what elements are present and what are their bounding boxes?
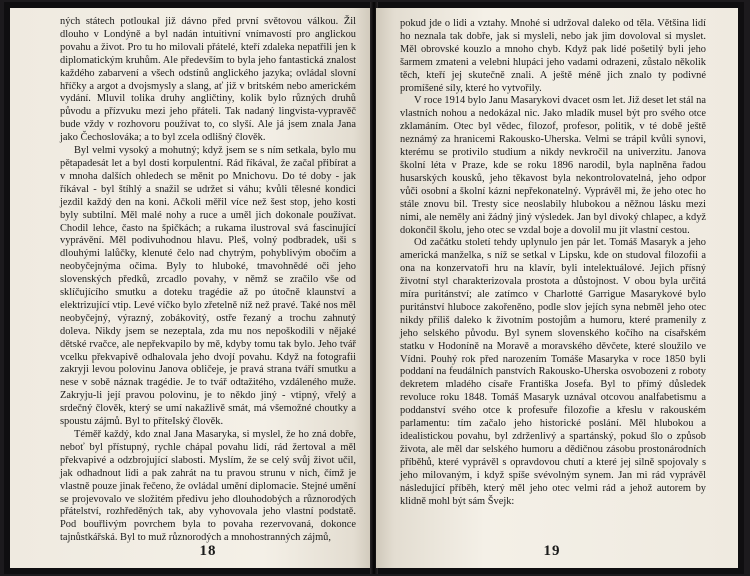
left-page (10, 8, 372, 568)
right-paragraph-3: Od začátku století tehdy uplynulo jen pár let. Tomáš Masaryk a jeho americká manželka, s níž se setkal v Lipsku, kde on studoval filozofii a ona na konzervatoři hru na klavír, byli intelektuálové. Jejich přísný životní styl charakterizovala prostota a důstojnost. V obou byla určitá míra puritánství; ale zatímco v Charlotté Garrigue Masarykové bylo puritánství hluboce zakořeněno, podle slov jejích syna nebměl jeho otec nikdy příliš daleko k životním postojům a humoru, které pramenily z jeho selského původu. Byl synem slovenského kočího na císařském statku v Hodoníně na Moravě a moravského děvčete, které sloužilo ve Vídni. Pouhý rok před narozením Tomáše Masaryka v roce 1850 byli poddaní na feudálních panstvích Rakousko-Uherska osvobozeni z roboty dekretem mladého císaře Františka Josefa. Byl to přímý důsledek revoluce roku 1848. Tomáš Masaryk uznával otcovou analfabetismu a poddanství svého otce k profesuře filozofie a křeslu v rakouském parlamentu: tím začalo jeho historické poslání. Měl hlubokou a idealistickou povahu, byl zdrženlivý a spartánský, pokud šlo o způsob života, ale měl dar selského humoru a dědičnou zásobu prostonárodních příběhů, které vyprávěl s opravdovou chutí a které jej silně spojovaly s jeho milovaným, i když spíše svévolným synem. Jan mi rád vyprávěl následující příběh, který měl jeho otec velmi rád a jehož autorem by klidně mohl být sám Švejk: (400, 237, 706, 507)
right-page (376, 8, 738, 568)
left-paragraph-3: Téměř každý, kdo znal Jana Masaryka, si myslel, že ho zná dobře, neboť byl přístupný, rychle chápal povahu lidí, rád žertoval a měl překvapivé a odzbrojující slabosti. Myslím, že se celý svůj život učil, jak odhadnout lidi a pak zahrát na tu pravou strunu v nich, čímž je vlastně pouze jinak řečeno, že ovládal umění diplomacie. Stejné umění se projevovalo ve složitém předivu jeho dlouhodobých a různorodých přátelství, rozhředěných tak, aby vyhovovala jeho vlastní podstatě. Pod bouřlivým povrchem byla to povaha rezervovaná, dokonce tajnůstkářská. Byl to muž různorodých a mnohostranných zájmů, (60, 429, 356, 544)
left-paragraph-2: Byl velmi vysoký a mohutný; když jsem se s ním setkala, bylo mu pětapadesát let a byl dosti korpulentní. Rád říkával, že začal přibírat a v mnohа dalších ohledech se měnit po Mnichovu. Do té doby - jak říkával - byl štíhlý a snažil se udržet si váhu; kvůli tělesné kondici jezdil každý den na koni. Ačkoli měřil více než šest stop, jeho kosti byly subtilní. Měl malé nohy a ruce a uměl jich dokonale používat. Chodil lehce, často na špičkách; a rukama ilustroval svá fascinující vyprávění. Měl podivuhodnou hlavu. Pleš, volný podbradek, uši s dlouhými lalůčky, klenuté čelo nad chytrým, pohyblivým obočím a neobyčejnýma očima. Byly to hluboké, tmavohnědé oči jeho slovenských předků, zrcadlo povahy, v němž se zračilo vše od sklíčujícího smutku a doteku tragédie až po útočně klaunství a elektrizující vtip. Levé víčko bylo zřetelně níž než pravé. Také nos měl neobyčejný, výrazný, zobákovitý, ostře řezaný a trochu zahnutý doleva. Nikdy jsem se nezeptala, zda mu nos nepoškodili v nějaké dětské rvačce, ale nepřekvapilo by mě, kdyby tomu tak bylo. Jeho tvář vcelku překvapivě odhalovala jeho dvojí povahu. Když na fotografii zakryji levou polovinu Janova obličeje, je pravá strana tváří smutku a nese v sobě náznak tragédie. Je to tvář odtažitého, vzdáleného muže. Zakryju-li její pravou polovinu, je to někdo jiný - vtipný, vřelý a srdečný člověk, který se umí nakažlivě smát, má všemožné choutky a spoustu zájmů. Byl to příteIský člověk. (60, 145, 356, 428)
page-number-right: 19 (543, 543, 561, 559)
page-number-left: 18 (199, 543, 217, 559)
right-paragraph-1: pokud jde o lidi a vztahy. Mnohé si udržoval daleko od těla. Většina lidí ho neznala tak dobře, jak si mysleli, nebo jak jim dovoloval si myslet. Měl obrovské kouzlo a mnoho chyb. Když pak lidé pošetilý byli jeho šarmem zmateni a velebni hlupáci jeho vadami odrazeni, zůstalo několik těch, kteří jej skutečně znali. A ještě méně jich znalo ty podivné promíšené síly, které ho vytvořily. (400, 18, 706, 94)
open-book (4, 2, 744, 574)
right-paragraph-2: V roce 1914 bylo Janu Masarykovi dvacet osm let. Již deset let stál na vlastních nohou a nedokázal nic. Jako mladík musel být pro svého otce zklamáním. Otec byl vědec, filozof, profesor, politik, v té době ještě neznámý za hranicemi Rakousko-Uherska. Velmi se trápil kvůli synovi, kterému se protivilo studium a nikdy nevkročil na univerzitu. Janova školní léta v Praze, kde se roku 1896 narodil, byla naplněna řadou husarských kousků, jeho těkavost byla nekontrolovatelná, jeho odpor vůči osobní a školní kázni nepřekonatelný. Vyprávěl mi, že jeho otec ho stále znovu bil. Tresty sice neoslabily hlubokou a něžnou lásku mezi nimi, ale neměly ani žádný jiný výsledek. Jan byl divoký chlapec, a když dokončil školu, jeho otec se vzdal boje a dovolil mu jít vlastní cestou. (400, 95, 706, 236)
left-paragraph-1: ných státech potloukal již dávno před první světovou válkou. Žil dlouho v Londýně a byl nadán intuitivní vnímavostí pro anglickou povahu a život. Pro tu ho milovali přátelé, kteří zdaleka nepatřili jen k diplomatickým kruhům. Ale především to byla jeho fantastická znalost každého zabarvení a všech odstínů anglického jazyka; ovládal slovní hříčky a argot a dvojsmysly a slang, ať již v britském nebo americkém vydání. Mluvil tolika druhy angličtiny, kolik bylo různých druhů původu a přízvuku mezi jeho přáteli. Tak nadaný lingvista-vypravěč bude vždy v rozhovoru používat to, co slyší. Ale já jsem znala Janа jako Čechoslováka; a to byl zcela odlišný člověk. (60, 16, 356, 144)
